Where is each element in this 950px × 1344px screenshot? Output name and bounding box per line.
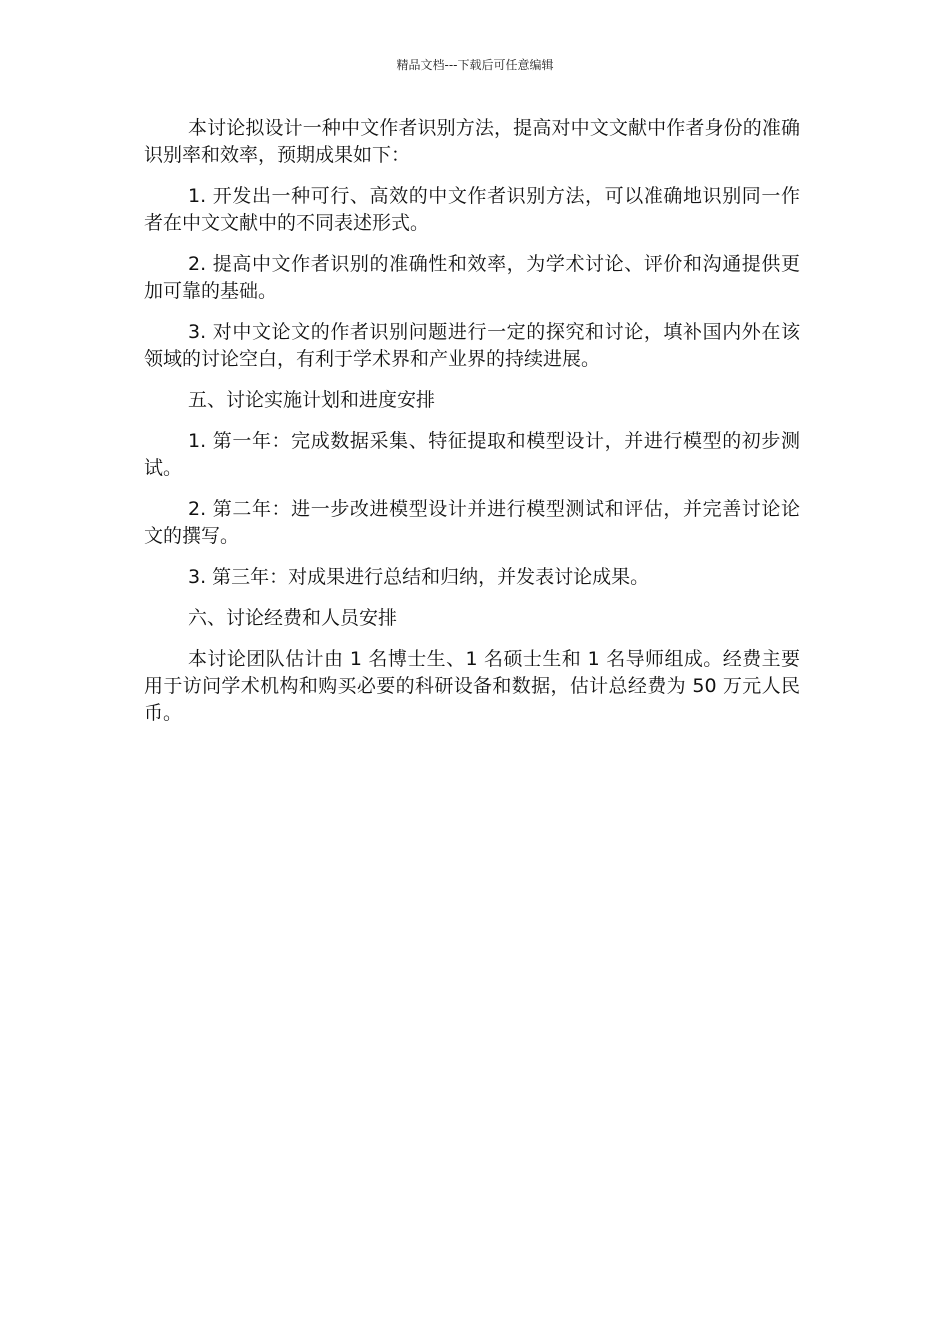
- paragraph-plan-year-3: 3. 第三年：对成果进行总结和归纳，并发表讨论成果。: [188, 566, 650, 588]
- section-heading-budget: 六、讨论经费和人员安排: [188, 607, 398, 629]
- section-heading-plan: 五、讨论实施计划和进度安排: [188, 389, 436, 411]
- paragraph-result-3: 3. 对中文论文的作者识别问题进行一定的探究和讨论，填补国内外在该领域的讨论空白，有利于学术界和产业界的持续进展。: [144, 321, 800, 370]
- document-body: [144, 115, 800, 741]
- paragraph-expected-results-intro: 本讨论拟设计一种中文作者识别方法，提高对中文文献中作者身份的准确识别率和效率，预期成果如下：: [144, 117, 800, 166]
- paragraph-budget-staff: 本讨论团队估计由 1 名博士生、1 名硕士生和 1 名导师组成。经费主要用于访问学术机构和购买必要的科研设备和数据，估计总经费为 50 万元人民币。: [144, 648, 800, 724]
- running-header: 精品文档---下载后可任意编辑: [396, 58, 554, 72]
- paragraph-result-2: 2. 提高中文作者识别的准确性和效率，为学术讨论、评价和沟通提供更加可靠的基础。: [144, 253, 800, 302]
- paragraph-plan-year-2: 2. 第二年：进一步改进模型设计并进行模型测试和评估，并完善讨论论文的撰写。: [144, 498, 800, 547]
- paragraph-plan-year-1: 1. 第一年：完成数据采集、特征提取和模型设计，并进行模型的初步测试。: [144, 430, 800, 479]
- paragraph-result-1: 1. 开发出一种可行、高效的中文作者识别方法，可以准确地识别同一作者在中文文献中的不同表述形式。: [144, 185, 800, 234]
